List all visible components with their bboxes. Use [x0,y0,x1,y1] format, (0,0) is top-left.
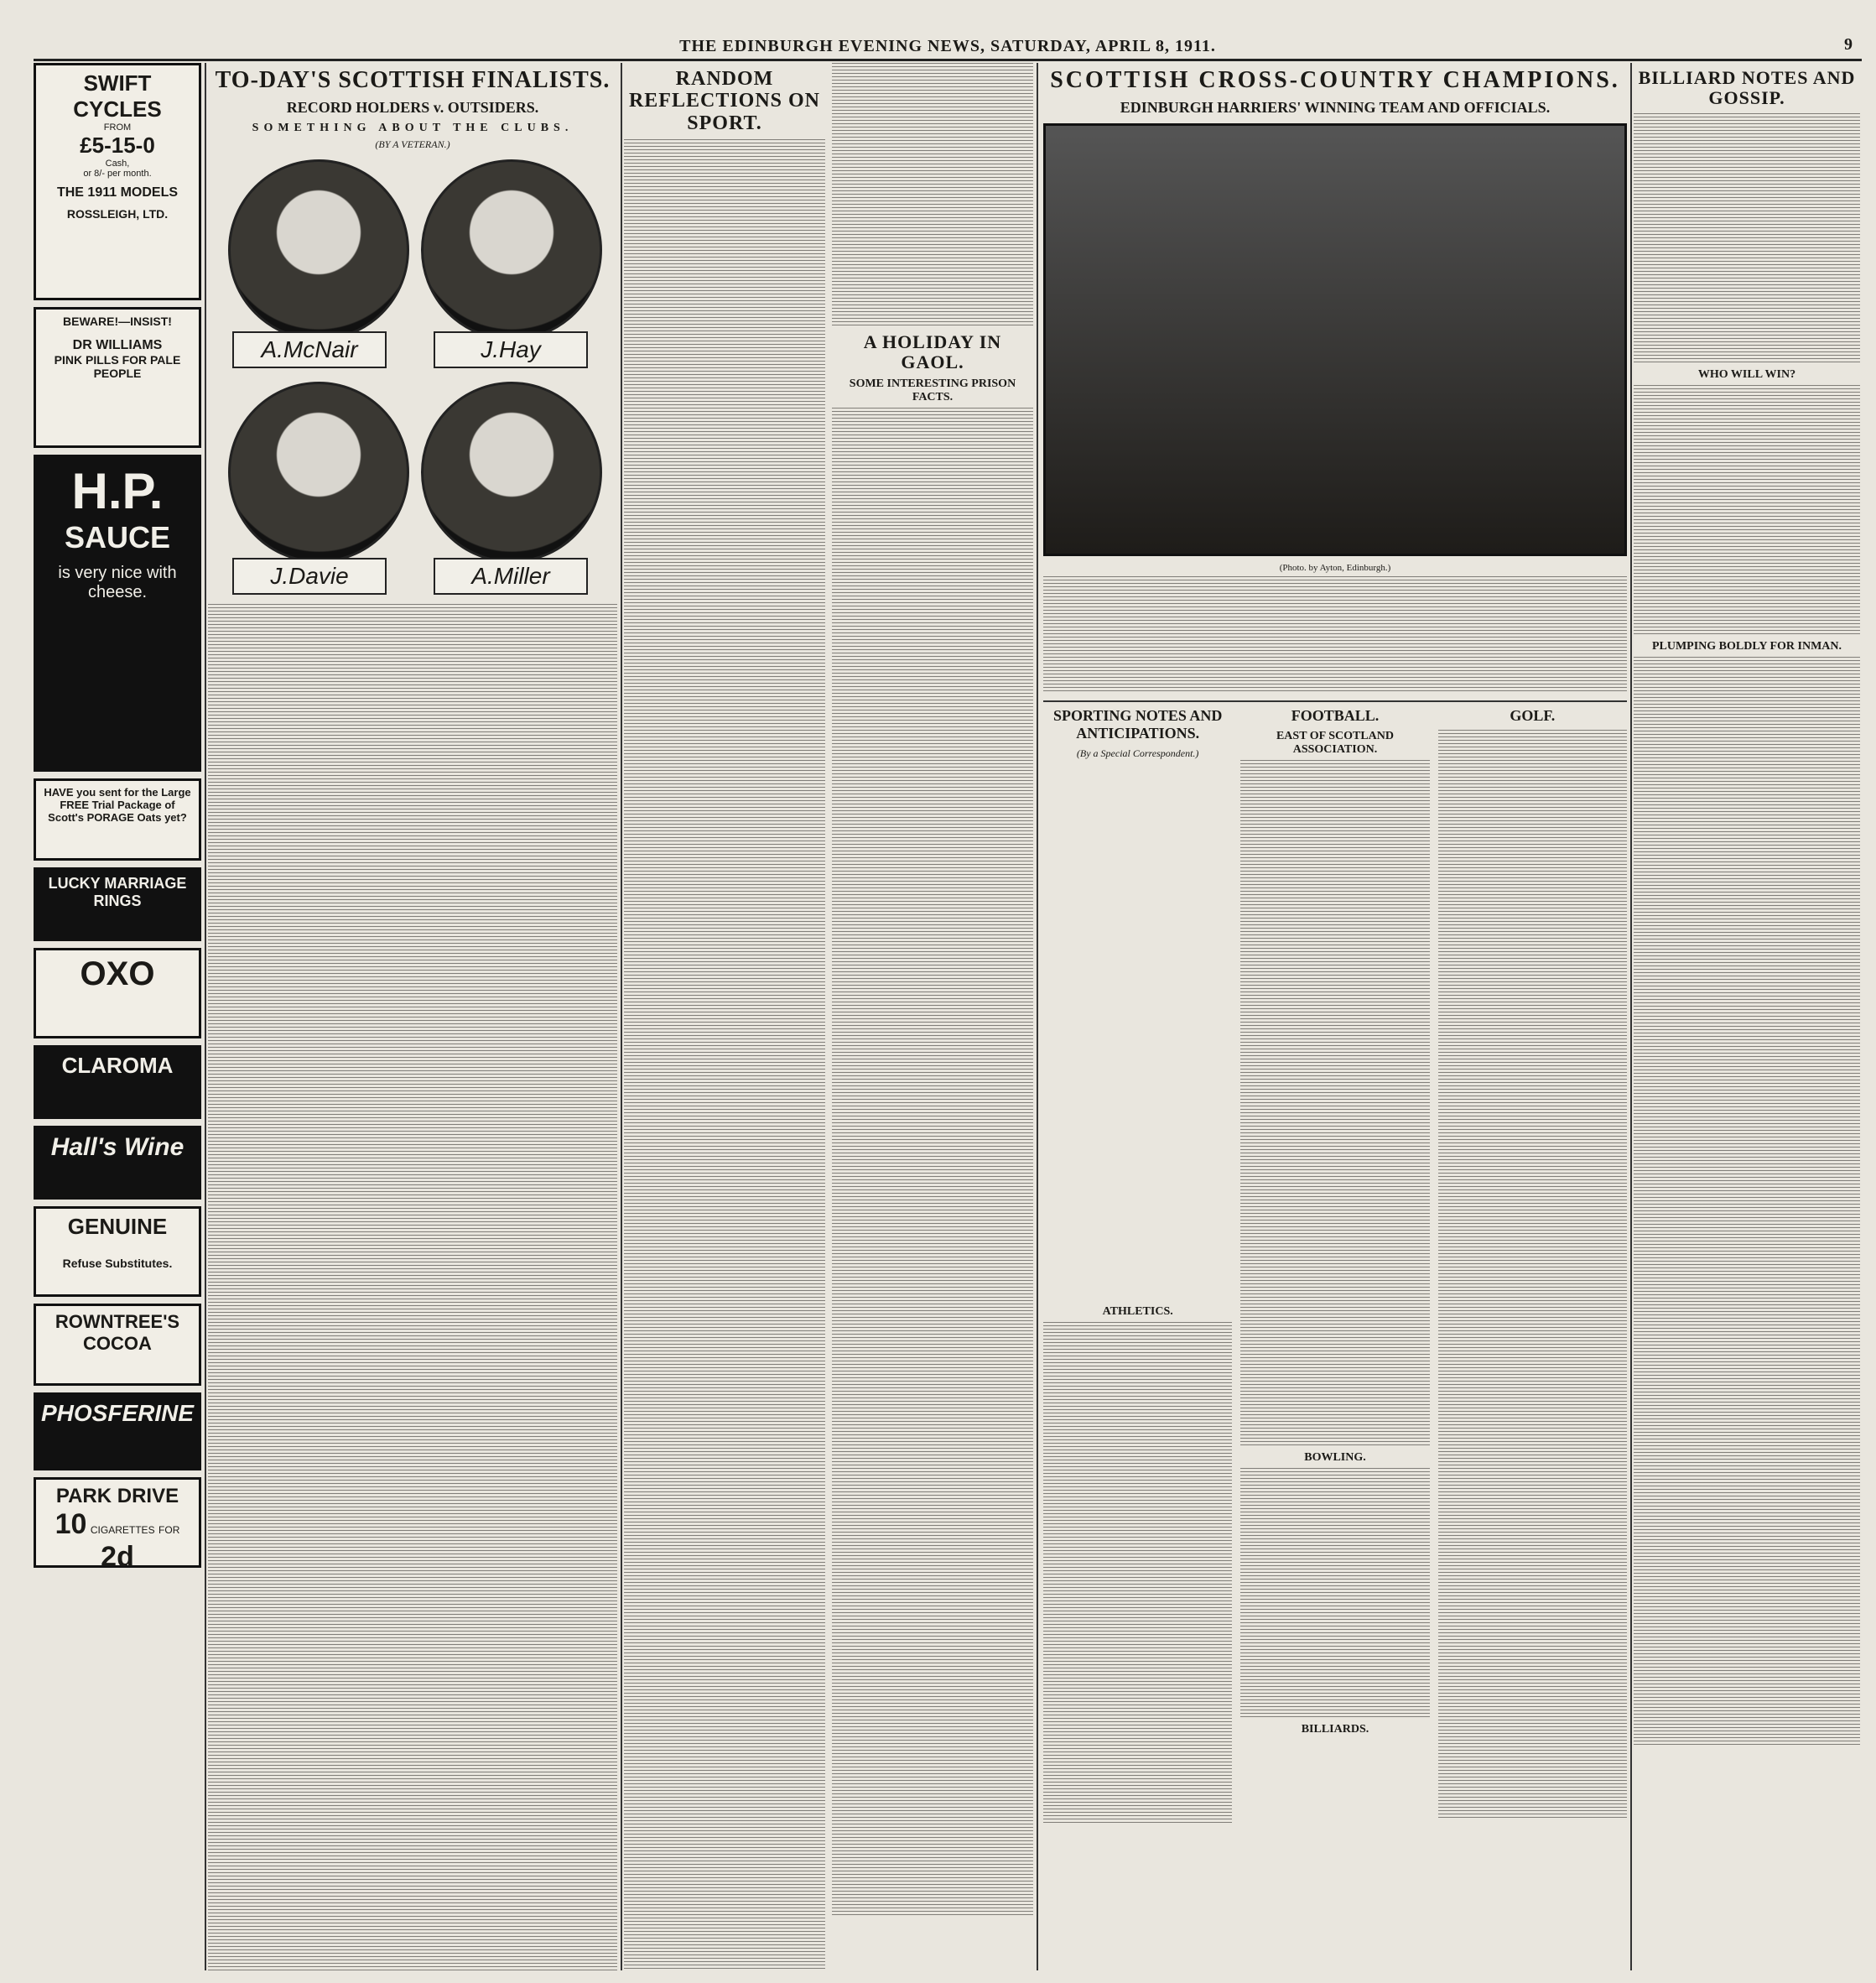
column-rule [621,63,622,1970]
article-body-text [832,63,1033,327]
pink-pills-ad [34,307,201,448]
article-headline: TO-DAY'S SCOTTISH FINALISTS. [215,67,611,93]
column-rule [205,63,206,1970]
article-body-text [1634,657,1860,1747]
ad-text: 2d [101,1541,134,1573]
genuine-ad [34,1206,201,1297]
article-subheading: PLUMPING BOLDLY FOR INMAN. [1651,640,1842,653]
park-drive-ad [34,1477,201,1573]
article-body-text [1634,385,1860,637]
rowntree-ad [34,1304,201,1386]
finalists-article [208,63,617,1970]
random-reflections-article [624,63,1033,1970]
article-headline: SCOTTISH CROSS-COUNTRY CHAMPIONS. [1050,67,1620,93]
section-byline: (By a Special Correspondent.) [1076,747,1199,759]
ad-text: CIGARETTES [90,1524,155,1536]
section-body-text [1438,730,1627,1820]
photo-caption-text [1043,576,1627,694]
section-heading: SPORTING NOTES AND ANTICIPATIONS. [1052,706,1223,742]
player-portrait [228,159,409,341]
gaol-headline: A HOLIDAY IN GAOL. [863,331,1002,373]
ad-headline: SWIFT [83,70,152,96]
oxo-ad [34,948,201,1038]
section-heading: FOOTBALL. [1291,706,1380,724]
section-heading: BILLIARDS. [1301,1722,1369,1736]
team-photograph [1043,123,1627,556]
ad-headline: BEWARE!—INSIST! [63,315,172,328]
masthead [34,34,1862,61]
player-portraits [216,159,610,596]
ad-headline: Hall's Wine [50,1133,184,1161]
article-byline: (BY A VETERAN.) [375,138,450,150]
ad-headline: CYCLES [73,96,162,122]
rings-ad [34,867,201,941]
ad-text: THE 1911 MODELS [56,185,179,200]
player-caption: J.Hay [434,331,588,368]
billiard-notes-article [1634,63,1860,1970]
ad-headline: COCOA [83,1333,152,1354]
hp-sauce-ad [34,455,201,772]
ad-text: DR WILLIAMS [72,338,163,352]
ad-text: ROSSLEIGH, LTD. [66,207,169,221]
ad-text: is very nice with cheese. [58,564,177,601]
forage-oats-ad [34,778,201,861]
player-caption: A.McNair [232,331,387,368]
ad-headline: ROWNTREE'S [55,1311,180,1332]
article-subheadline: EDINBURGH HARRIERS' WINNING TEAM AND OFFICIALS. [1120,98,1551,116]
section-body-text [1043,1322,1232,1825]
column-rule [1630,63,1632,1970]
article-headline: BILLIARD NOTES AND GOSSIP. [1638,67,1856,109]
gaol-subheadline: SOME INTERESTING PRISON FACTS. [849,377,1016,404]
section-body-text [1240,760,1429,1448]
ads-column [34,63,201,1970]
section-heading: BOWLING. [1304,1450,1366,1464]
ad-text: Cash, [105,159,130,169]
photo-credit: (Photo. by Ayton, Edinburgh.) [1279,562,1391,573]
article-body-text [1634,113,1860,365]
ad-text: FOR [158,1524,180,1536]
phosferine-ad [34,1392,201,1470]
ad-text: HAVE you sent for the Large FREE Trial Package of Scott's PORAGE Oats yet? [44,786,191,824]
ad-text: 10 [55,1508,87,1540]
swift-cycles-ad [34,63,201,300]
ad-text: Refuse Substitutes. [62,1257,173,1270]
ad-headline: LUCKY MARRIAGE RINGS [48,875,187,909]
article-body-text [208,604,617,1970]
player-portrait [421,159,602,341]
article-headline: RANDOM REFLECTIONS ON SPORT. [628,68,821,134]
ad-price: £5-15-0 [80,133,155,158]
masthead-title: THE EDINBURGH EVENING NEWS, SATURDAY, APRIL 8, 1911. [679,36,1216,55]
ad-headline: GENUINE [67,1214,168,1239]
article-kicker: SOMETHING ABOUT THE CLUBS. [252,121,574,134]
ad-headline: PHOSFERINE [41,1400,195,1426]
player-caption: J.Davie [232,558,387,595]
player-caption: A.Miller [434,558,588,595]
halls-wine-ad [34,1126,201,1200]
section-heading: GOLF. [1510,706,1556,724]
column-rule [1037,63,1038,1970]
section-heading: ATHLETICS. [1102,1304,1173,1318]
ad-text: or 8/- per month. [83,169,152,179]
gaol-body-text [832,408,1033,1918]
article-subheading: WHO WILL WIN? [1697,368,1796,382]
article-body-text [624,139,825,1970]
section-subheading: EAST OF SCOTLAND ASSOCIATION. [1276,729,1395,756]
section-body-text [1240,1468,1429,1720]
player-portrait [228,382,409,563]
ad-headline: SAUCE [64,520,171,554]
ad-text: FROM [103,122,132,133]
ad-headline: H.P. [71,463,164,519]
ad-headline: PARK DRIVE [55,1485,179,1507]
page-number: 9 [1844,35,1853,54]
cross-country-article [1043,63,1627,1970]
player-portrait [421,382,602,563]
ad-headline: CLAROMA [61,1053,174,1078]
claroma-ad [34,1045,201,1119]
article-subheadline: RECORD HOLDERS v. OUTSIDERS. [286,98,539,116]
ad-headline: OXO [80,955,155,992]
ad-text: PINK PILLS FOR PALE PEOPLE [54,353,181,380]
